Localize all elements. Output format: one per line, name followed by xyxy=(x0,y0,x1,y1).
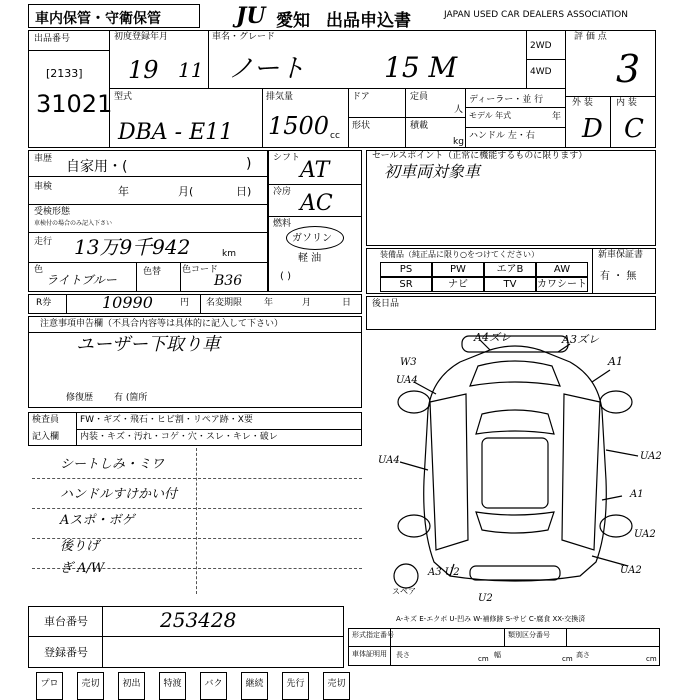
class-no-label: 類別区分番号 xyxy=(508,631,550,639)
doors-label: ドア xyxy=(352,92,370,102)
accessories-block xyxy=(366,296,656,330)
color-value: ライトブルー xyxy=(46,273,117,287)
equip-item: TV xyxy=(484,277,536,292)
height-label: 高さ xyxy=(576,651,590,659)
chassis-number: 253428 xyxy=(160,608,237,632)
shaken-label: 車検 xyxy=(34,182,53,192)
history-close: ) xyxy=(246,156,252,172)
inspector-label1: 検査員 xyxy=(32,415,60,425)
width-label: 幅 xyxy=(494,651,501,659)
fuel-paren: ( ) xyxy=(280,271,291,282)
width-unit: cm xyxy=(562,655,573,663)
kg-unit: kg xyxy=(453,137,464,147)
dmg-label-2: A3ズレ xyxy=(562,333,599,346)
spare-label: スペア xyxy=(392,587,416,596)
storage-text: 車内保管・守衛保管 xyxy=(35,11,161,27)
length-unit: cm xyxy=(478,655,489,663)
fuel-opt2: 軽 油 xyxy=(298,253,322,264)
dmg-label-9: UA2 xyxy=(620,565,642,576)
handle-label: ハンドル 左・右 xyxy=(469,131,535,141)
grade-label: 評 価 点 xyxy=(574,32,607,42)
hand-note-4: 後りげ xyxy=(60,539,100,554)
repair-label: 修復歴 xyxy=(66,393,94,403)
accessories-label: 後日品 xyxy=(372,299,400,309)
hand-note-2: ハンドルすけかい付 xyxy=(60,487,178,502)
dmg-label-8: A1 xyxy=(630,489,644,500)
height-unit: cm xyxy=(646,655,657,663)
notes-text: ユーザー下取り車 xyxy=(76,334,220,355)
equip-label: 装備品（純正品に限り○をつけてください） xyxy=(380,250,539,259)
fuel-circle xyxy=(286,226,344,250)
dmg-label-6: UA2 xyxy=(640,451,662,462)
rep-label: 車体証明用 xyxy=(352,650,387,658)
footer-row xyxy=(36,672,376,700)
equip-grid xyxy=(380,262,588,292)
warranty-value: 有 ・ 無 xyxy=(600,271,637,282)
capacity-unit: 人 xyxy=(454,105,464,115)
footer-cell: 先行 xyxy=(282,672,309,700)
dmg-label-3: A1 xyxy=(608,355,623,368)
int-label: 内 装 xyxy=(616,98,637,108)
deadline-nen: 年 xyxy=(264,298,274,308)
equip-item: PW xyxy=(432,262,484,277)
ju-logo: JU xyxy=(236,3,266,29)
fuel-opt1: ガソリン xyxy=(292,233,332,244)
storage-badge xyxy=(28,4,200,28)
recycle-yen: 円 xyxy=(180,298,190,308)
footer-cell: 特渡 xyxy=(159,672,186,700)
ac-label: 冷房 xyxy=(273,187,292,197)
dealer-label: ディーラー・並 行 xyxy=(469,95,544,105)
shaken-year: 年 xyxy=(118,185,129,198)
int-grade: C xyxy=(624,114,644,144)
chassis-label: 車台番号 xyxy=(44,615,88,628)
repair-value: 有 (箇所 xyxy=(114,393,148,403)
deadline-hi: 日 xyxy=(342,298,352,308)
lot-label: 出品番号 xyxy=(34,34,71,44)
footer-cell: 売切 xyxy=(77,672,104,700)
dmg-label-1: A4ズレ xyxy=(474,331,511,344)
ac-value: AC xyxy=(300,191,333,216)
dmg-label-10: UA2 xyxy=(634,529,656,540)
warranty-label: 新車保証書 xyxy=(598,250,644,260)
car-grade: 15 M xyxy=(384,51,458,84)
shaken-day: 日) xyxy=(236,185,252,198)
equip-item: カワシート xyxy=(537,279,587,290)
first-reg-label: 初度登録年月 xyxy=(114,32,169,42)
deadline-label: 名変期限 xyxy=(206,298,243,308)
sales-text: 初車両対象車 xyxy=(384,162,481,181)
hand-note-5: ぎ A/W xyxy=(60,561,105,576)
equip-item: AW xyxy=(536,262,588,277)
car-damage-diagram xyxy=(370,330,660,610)
footer-cell: プロ xyxy=(36,672,63,700)
name-label: 車名・グレード xyxy=(212,32,276,42)
ext-grade: D xyxy=(582,114,603,144)
region-text: 愛知 xyxy=(276,11,310,31)
equip-item: PS xyxy=(380,262,432,277)
dmg-label-5: UA4 xyxy=(396,375,418,386)
model-code: DBA - E11 xyxy=(118,120,234,145)
code-label: 色コード xyxy=(182,265,219,275)
equip-item: エアB xyxy=(484,262,536,277)
footer-cell: バク xyxy=(200,672,227,700)
form-label: 受検形態 xyxy=(34,207,71,217)
recycle-label: R券 xyxy=(36,298,52,308)
color-code: B36 xyxy=(214,273,243,289)
dmg-label-11: A3 U2 xyxy=(428,567,460,578)
equip-item: ナビ xyxy=(432,277,484,292)
hand-note-3: Aスポ・ボゲ xyxy=(60,513,135,528)
footer-cell: 初出 xyxy=(118,672,145,700)
shape-label: 形状 xyxy=(352,121,371,131)
fuel-label: 燃料 xyxy=(273,219,292,229)
recycle-row xyxy=(28,294,362,314)
shift-label: シフト xyxy=(273,153,301,163)
tone-label: 色替 xyxy=(143,267,162,277)
model-label: 型式 xyxy=(114,92,133,102)
form-cert-label: 形式指定番号 xyxy=(352,631,394,639)
dmg-label-4: W3 xyxy=(400,357,417,368)
ext-label: 外 装 xyxy=(572,98,593,108)
color-label: 色 xyxy=(34,265,44,275)
car-name: ノート xyxy=(228,54,306,84)
dmg-label-12: U2 xyxy=(478,593,493,604)
shaken-month: 月( xyxy=(178,185,194,198)
form-title: 出品申込書 xyxy=(326,11,411,31)
damage-legend: A-キズ E-エクボ U-凹み W-補修跡 S-サビ C-腐食 XX-交換済 xyxy=(396,615,586,623)
cc-unit: cc xyxy=(330,131,340,141)
deadline-tsuki: 月 xyxy=(302,298,312,308)
km-unit: km xyxy=(222,249,236,259)
reg-year: 19 xyxy=(128,56,159,84)
form-sub: 車検付の場合のみ記入下さい xyxy=(34,220,113,227)
displacement-value: 1500 xyxy=(268,112,330,140)
reg-month: 11 xyxy=(178,58,204,82)
notes-label: 注意事項申告欄（不具合内容等は具体的に記入して下さい） xyxy=(40,319,284,329)
lot-sub: [2133] xyxy=(46,67,83,80)
hand-note-1: シートしみ・ミワ xyxy=(60,457,165,472)
nen-unit: 年 xyxy=(552,112,562,122)
lot-number: 31021 xyxy=(36,90,113,118)
sales-label: セールスポイント（正常に機能するものに限ります） xyxy=(372,151,588,161)
inspection-row2: 内装・キズ・汚れ・コゲ・穴・スレ・キレ・破レ xyxy=(80,432,278,442)
history-label: 車歴 xyxy=(34,154,53,164)
load-label: 積載 xyxy=(410,121,429,131)
mileage-label: 走行 xyxy=(34,237,53,247)
footer-cell: 売切 xyxy=(323,672,350,700)
fourwd-label: 4WD xyxy=(530,67,552,77)
dmg-label-7: UA4 xyxy=(378,455,400,466)
inspector-label2: 記入欄 xyxy=(32,432,60,442)
twowd-label: 2WD xyxy=(530,41,552,51)
model-year-label: モデル 年式 xyxy=(469,111,512,120)
history-value: 自家用・( xyxy=(66,159,128,175)
grade-score: 3 xyxy=(616,47,641,91)
shift-value: AT xyxy=(300,158,330,183)
association-name: JAPAN USED CAR DEALERS ASSOCIATION xyxy=(444,10,628,20)
reg-number-label: 登録番号 xyxy=(44,646,88,659)
capacity-label: 定員 xyxy=(410,92,429,102)
footer-cell: 継続 xyxy=(241,672,268,700)
mileage-value: 13万9千942 xyxy=(74,235,191,259)
length-label: 長さ xyxy=(396,651,410,659)
equip-item: SR xyxy=(380,277,432,292)
displacement-label: 排気量 xyxy=(266,92,294,102)
recycle-amount: 10990 xyxy=(102,293,153,312)
inspection-row1: FW・ギズ・飛石・ヒビ割・リペア跡・X要 xyxy=(80,415,253,425)
